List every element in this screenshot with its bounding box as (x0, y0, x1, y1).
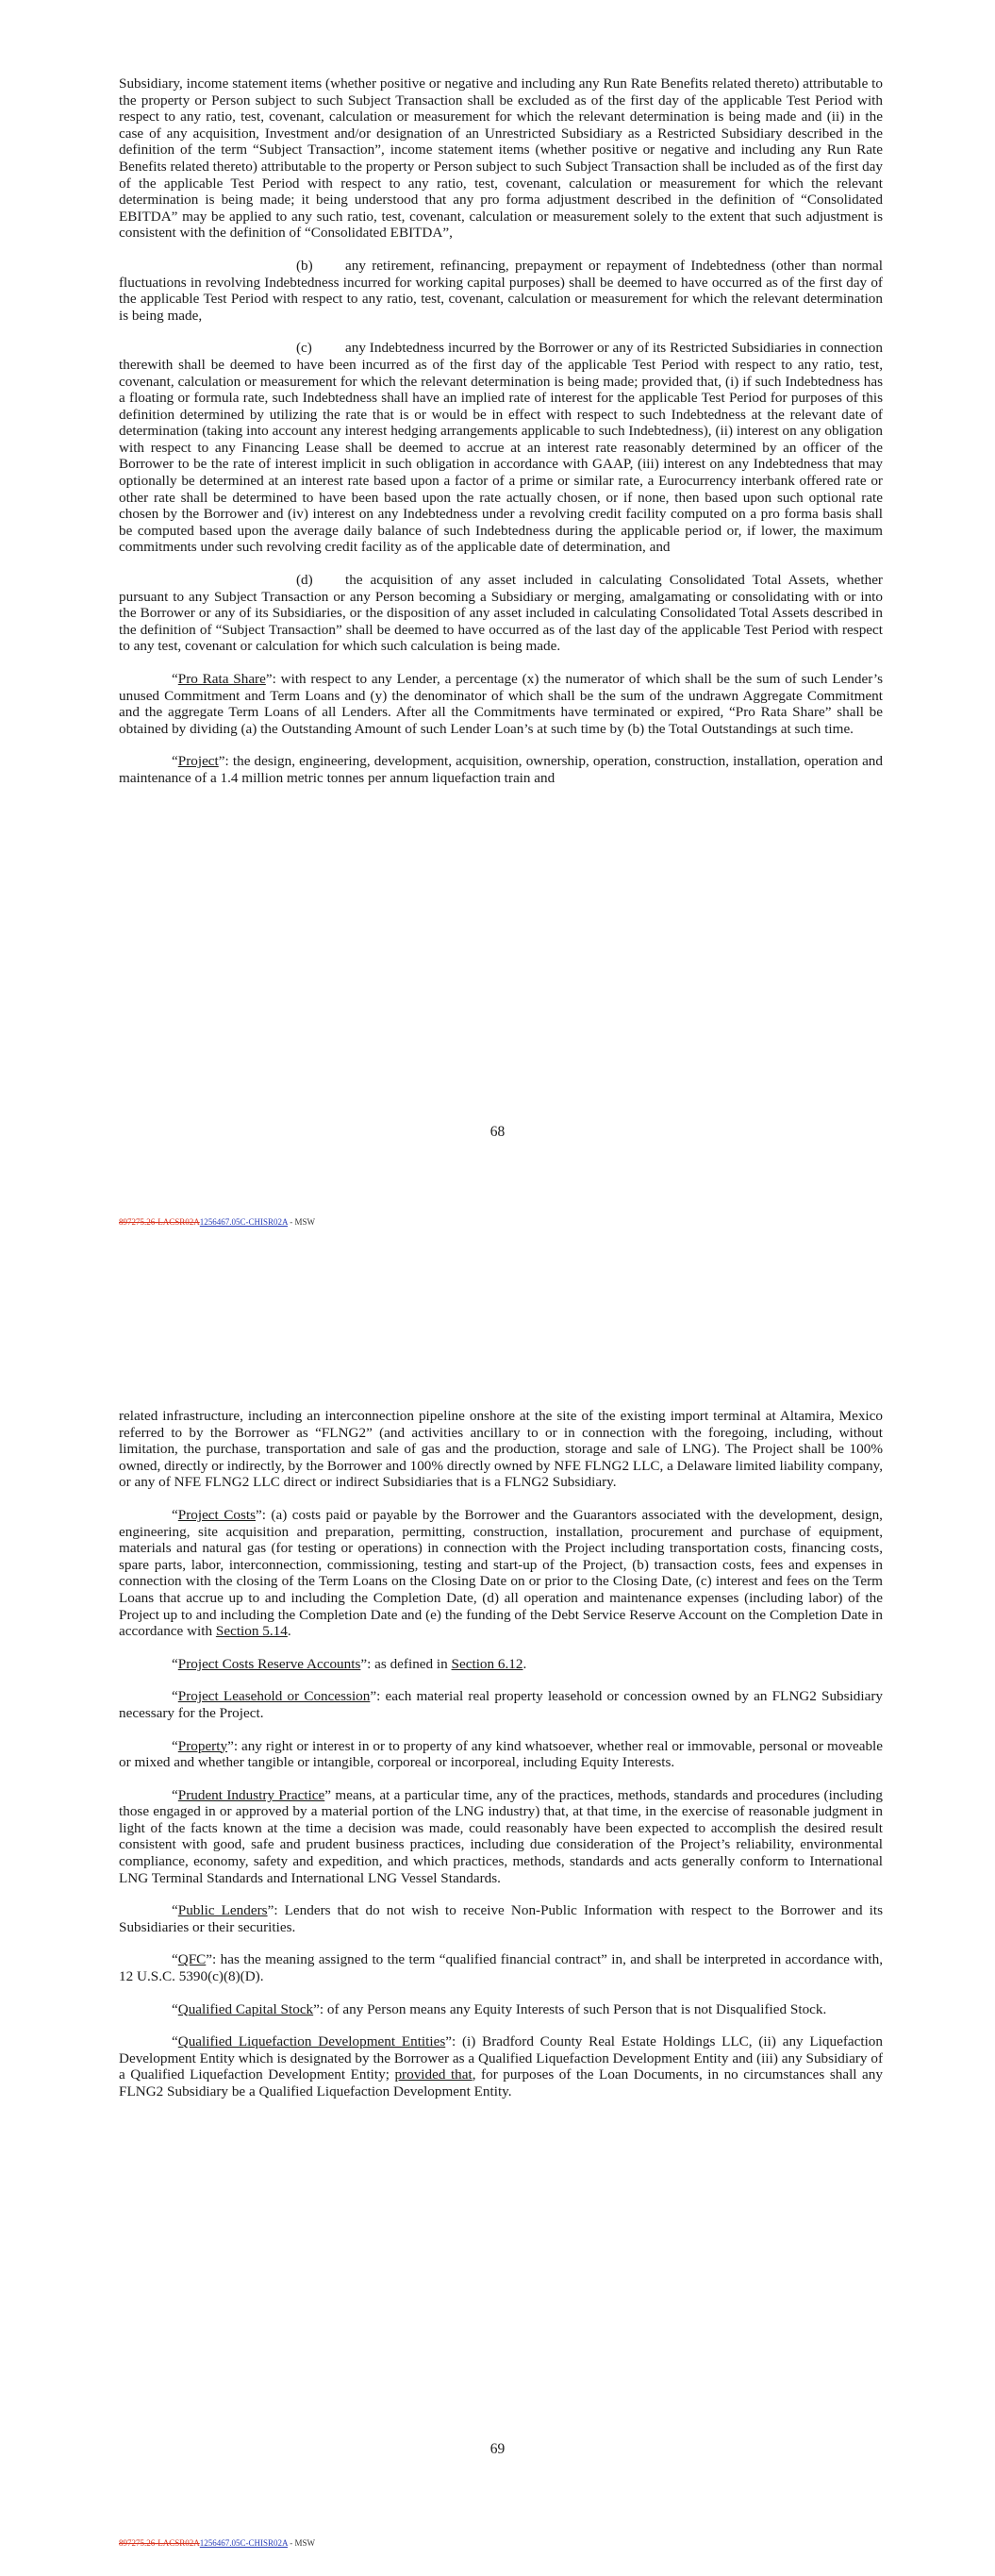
paragraph-subsidiary-continuation: Subsidiary, income statement items (whether positive or negative and including any Run Rate Benefits related thereto) attributable to the property or Person subject to such Subject Transaction shall be excluded as of the first day of the applicable Test Period with respect to any ratio, test, covenant, calculation or measurement for which the relevant determination is being made and (ii) in the case of any acquisition, Investment and/or designation of an Unrestricted Subsidiary as a Restricted Subsidiary described in the definition of the term “Subject Transaction”, income statement items (whether positive or negative and including any Run Rate Benefits related thereto) attributable to the property or Person subject to such Subject Transaction shall be included as of the first day of the applicable Test Period with respect to any ratio, test, covenant, calculation or measurement for which the relevant determination is being made; it being understood that any pro forma adjustment described in the definition of “Consolidated EBITDA” may be applied to any such ratio, test, covenant, calculation or measurement solely to the extent that such adjustment is consistent with the definition of “Consolidated EBITDA”, (119, 75, 883, 242)
definition-text: means, at a particular time, any of the practices, methods, standards and procedures (including those engaged in or approved by a material portion of the LNG industry) that, at that time, in the exercise of reasonable judgment in light of the facts known at the time a decision was made, could reasonably have been expected to accomplish the desired result consistent with good, safe and prudent business practices, including due consideration of the Project’s reliability, environmental compliance, economy, safety and expedition, and which practices, methods, standards and acts generally conform to International LNG Terminal Standards and International LNG Vessel Standards. (119, 1786, 883, 1886)
page-68-body (119, 75, 883, 803)
footer-inserted-doc-id: 1256467.05C-CHISR02A (199, 2538, 289, 2548)
defined-term: Qualified Capital Stock (177, 2000, 314, 2017)
section-reference: Section 5.14 (215, 1623, 288, 1640)
definition-text: : (a) costs paid or payable by the Borrower and the Guarantors associated with the development, design, engineering, site acquisition and preparation, permitting, construction, installation, procurement and purchase of equipment, materials and natural gas (for testing or operations) in connection with the Project including transportation costs, financing costs, spare parts, labor, interconnection, commissioning, testing and start-up of the Project, (b) transaction costs, fees and expenses in connection with the closing of the Term Loans on the Closing Date on or prior to the Closing Date, (c) interest and fees on the Term Loans that accrue up to and including the Completion Date, (d) all operation and maintenance expenses (including labor) of the Project up to and including the Completion Date and (e) the funding of the Debt Service Reserve Account on the Completion Date in accordance with (119, 1506, 883, 1640)
clause-c-label: (c) (296, 340, 312, 357)
footer-deleted-doc-id: 897275.26-LACSR02A (119, 2538, 200, 2548)
definition-text: : with respect to any Lender, a percentage (x) the numerator of which shall be the sum of such Lender’s unused Commitment and Term Loans and (y) the denominator of which shall be the sum of the undrawn Aggregate Commitment and the aggregate Term Loans of all Lenders. After all the Commitments have terminated or expired, “Pro Rata Share” shall be obtained by dividing (a) the Outstanding Amount of such Lender Loan’s at such time by (b) the Total Outstandings at such time. (119, 671, 883, 737)
definition-prudent-industry-practice: “Prudent Industry Practice” means, at a particular time, any of the practices, methods, standards and procedures (including those engaged in or approved by a material portion of the LNG industry) that, at that time, in the exercise of reasonable judgment in light of the facts known at the time a decision was made, could reasonably have been expected to accomplish the desired result consistent with good, safe and prudent business practices, including due consideration of the Project’s reliability, environmental compliance, economy, safety and expedition, and which practices, methods, standards and acts generally conform to International LNG Terminal Standards and International LNG Vessel Standards. (119, 1786, 883, 1886)
definition-text: : (i) Bradford County Real Estate Holdings LLC, (ii) any Liquefaction Development Entity which is designated by the Borrower as a Qualified Liquefaction Development Entity and (iii) any Subsidiary of a Qualified Liquefaction Development Entity; (119, 2033, 883, 2083)
definition-project-costs-reserve-accounts: “Project Costs Reserve Accounts”: as defined in Section 6.12. (172, 1655, 527, 1672)
definition-text: : the design, engineering, development, acquisition, ownership, operation, construction, installation, operation and maintenance of a 1.4 million metric tonnes per annum liquefaction train and (119, 753, 883, 786)
defined-term: Project Costs (177, 1506, 256, 1523)
defined-term: Project Costs Reserve Accounts (177, 1655, 361, 1672)
definition-text: : Lenders that do not wish to receive Non-Public Information with respect to the Borrower and its Subsidiaries or their securities. (119, 1902, 883, 1935)
definition-text: : each material real property leasehold or concession owned by an FLNG2 Subsidiary necessary for the Project. (119, 1688, 883, 1721)
proviso-term: provided that (394, 2066, 473, 2083)
document-footer (119, 1217, 315, 1227)
page-number: 68 (489, 1124, 506, 1140)
definition-property: “Property”: any right or interest in or to property of any kind whatsoever, whether real or immovable, personal or moveable or mixed and whether tangible or intangible, corporeal or incorporeal, including Equity Interests. (119, 1737, 883, 1771)
definition-qualified-capital-stock: “Qualified Capital Stock”: of any Person means any Equity Interests of such Person that is not Disqualified Stock. (172, 2000, 827, 2017)
definition-public-lenders: “Public Lenders”: Lenders that do not wish to receive Non-Public Information with respect to the Borrower and its Subsidiaries or their securities. (119, 1902, 883, 1935)
definition-project: “Project”: the design, engineering, development, acquisition, ownership, operation, construction, installation, operation and maintenance of a 1.4 million metric tonnes per annum liquefaction train and (119, 753, 883, 786)
footer-inserted-doc-id: 1256467.05C-CHISR02A (199, 1217, 289, 1227)
footer-deleted-doc-id: 897275.26-LACSR02A (119, 1217, 200, 1227)
clause-d (119, 572, 883, 655)
definition-text: : any right or interest in or to property of any kind whatsoever, whether real or immovable, personal or moveable or mixed and whether tangible or intangible, corporeal or incorporeal, including Equity Interests. (119, 1737, 883, 1771)
clause-d-text: the acquisition of any asset included in calculating Consolidated Total Assets, whether pursuant to any Subject Transaction or any Person becoming a Subsidiary or merging, amalgamating or consolidating with or into the Borrower or any of its Subsidiaries, or the disposition of any asset included in calculating Consolidated Total Assets described in the definition of “Subject Transaction” shall be deemed to have occurred as of the last day of the applicable Test Period with respect to any test, covenant or calculation for which such calculation is being made. (119, 572, 883, 655)
definition-qfc: “QFC”: has the meaning assigned to the term “qualified financial contract” in, and shall be interpreted in accordance with, 12 U.S.C. 5390(c)(8)(D). (119, 1951, 883, 1985)
page-number: 69 (489, 2441, 506, 2457)
defined-term: Project (177, 753, 219, 770)
clause-c (119, 340, 883, 556)
document-footer (119, 2538, 315, 2548)
clause-b-text: any retirement, refinancing, prepayment or repayment of Indebtedness (other than normal fluctuations in revolving Indebtedness incurred for working capital purposes) shall be deemed to have occurred as of the first day of the applicable Test Period with respect to any ratio, test, covenant, calculation or measurement for which the relevant determination is being made, (119, 257, 883, 324)
section-reference: Section 6.12 (451, 1655, 523, 1672)
defined-term: Pro Rata Share (177, 671, 266, 687)
defined-term: Property (177, 1737, 228, 1754)
page-69-body (119, 1408, 883, 2116)
footer-suffix: - MSW (288, 2538, 316, 2548)
footer-suffix: - MSW (288, 1217, 316, 1227)
defined-term: Prudent Industry Practice (177, 1786, 325, 1803)
clause-d-label: (d) (296, 572, 313, 589)
definition-project-continuation: related infrastructure, including an interconnection pipeline onshore at the site of the existing import terminal at Altamira, Mexico referred to by the Borrower as “FLNG2” (and activities ancillary to or in connection with the foregoing, including, without limitation, the purchase, transportation and sale of gas and the production, storage and sale of LNG). The Project shall be 100% owned, directly or indirectly, by the Borrower and 100% directly owned by NFE FLNG2 LLC, a Delaware limited liability company, or any of NFE FLNG2 LLC direct or indirect Subsidiaries that is a FLNG2 Subsidiary. (119, 1408, 883, 1491)
defined-term: QFC (177, 1951, 207, 1968)
definition-pro-rata-share: “Pro Rata Share”: with respect to any Lender, a percentage (x) the numerator of which shall be the sum of such Lender’s unused Commitment and Term Loans and (y) the denominator of which shall be the sum of the undrawn Aggregate Commitment and the aggregate Term Loans of all Lenders. After all the Commitments have terminated or expired, “Pro Rata Share” shall be obtained by dividing (a) the Outstanding Amount of such Lender Loan’s at such time by (b) the Total Outstandings at such time. (119, 671, 883, 737)
defined-term: Public Lenders (177, 1902, 268, 1919)
defined-term: Project Leasehold or Concession (177, 1688, 371, 1705)
clause-c-text: any Indebtedness incurred by the Borrower or any of its Restricted Subsidiaries in connection therewith shall be deemed to have been incurred as of the first day of the applicable Test Period with respect to any ratio, test, covenant, calculation or measurement for which the relevant determination is being made; provided that, (i) if such Indebtedness has a floating or formula rate, such Indebtedness shall have an implied rate of interest for the applicable Test Period for purposes of this definition determined by utilizing the rate that is or would be in effect with respect to such Indebtedness at the relevant date of determination (taking into account any interest hedging arrangements applicable to such Indebtedness), (ii) interest on any obligation with respect to any Financing Lease shall be deemed to accrue at an interest rate reasonably determined by an officer of the Borrower to be the rate of interest implicit in such obligation in accordance with GAAP, (iii) interest on any Indebtedness that may optionally be determined at an interest rate based upon a factor of a prime or similar rate, a Eurocurrency interbank offered rate or other rate shall be determined to have been based upon the rate actually chosen, or if none, then based upon such optional rate chosen by the Borrower and (iv) interest on any Indebtedness under a revolving credit facility computed on a pro forma basis shall be computed based upon the average daily balance of such Indebtedness during the applicable period or, if lower, the maximum commitments under such revolving credit facility as of the applicable date of determination, and (119, 340, 883, 556)
clause-b-label: (b) (296, 257, 313, 274)
definition-text: : as defined in (367, 1655, 452, 1672)
definition-text: : has the meaning assigned to the term “qualified financial contract” in, and shall be interpreted in accordance with, 12 U.S.C. 5390(c)(8)(D). (119, 1951, 883, 1985)
definition-qualified-liquefaction-development-entities: “Qualified Liquefaction Development Entities”: (i) Bradford County Real Estate Holdings LLC, (ii) any Liquefaction Development Entity which is designated by the Borrower as a Qualified Liquefaction Development Entity and (iii) any Subsidiary of a Qualified Liquefaction Development Entity; provided that, for purposes of the Loan Documents, in no circumstances shall any FLNG2 Subsidiary be a Qualified Liquefaction Development Entity. (119, 2033, 883, 2099)
defined-term: Qualified Liquefaction Development Entities (177, 2033, 446, 2050)
definition-text: : of any Person means any Equity Interests of such Person that is not Disqualified Stock. (319, 2000, 827, 2017)
clause-b (119, 258, 883, 324)
definition-project-costs: “Project Costs”: (a) costs paid or payable by the Borrower and the Guarantors associated with the development, design, engineering, site acquisition and preparation, permitting, construction, installation, procurement and purchase of equipment, materials and natural gas (for testing or operations) in connection with the Project including transportation costs, financing costs, spare parts, labor, interconnection, commissioning, testing and start-up of the Project, (b) transaction costs, fees and expenses in connection with the closing of the Term Loans on the Closing Date on or prior to the Closing Date, (c) interest and fees on the Term Loans that accrue up to and including the Completion Date, (d) all operation and maintenance expenses (including labor) of the Project up to and including the Completion Date and (e) the funding of the Debt Service Reserve Account on the Completion Date in accordance with Section 5.14. (119, 1506, 883, 1640)
page-69 (0, 1288, 995, 2576)
definition-project-leasehold: “Project Leasehold or Concession”: each material real property leasehold or concession owned by an FLNG2 Subsidiary necessary for the Project. (119, 1688, 883, 1721)
